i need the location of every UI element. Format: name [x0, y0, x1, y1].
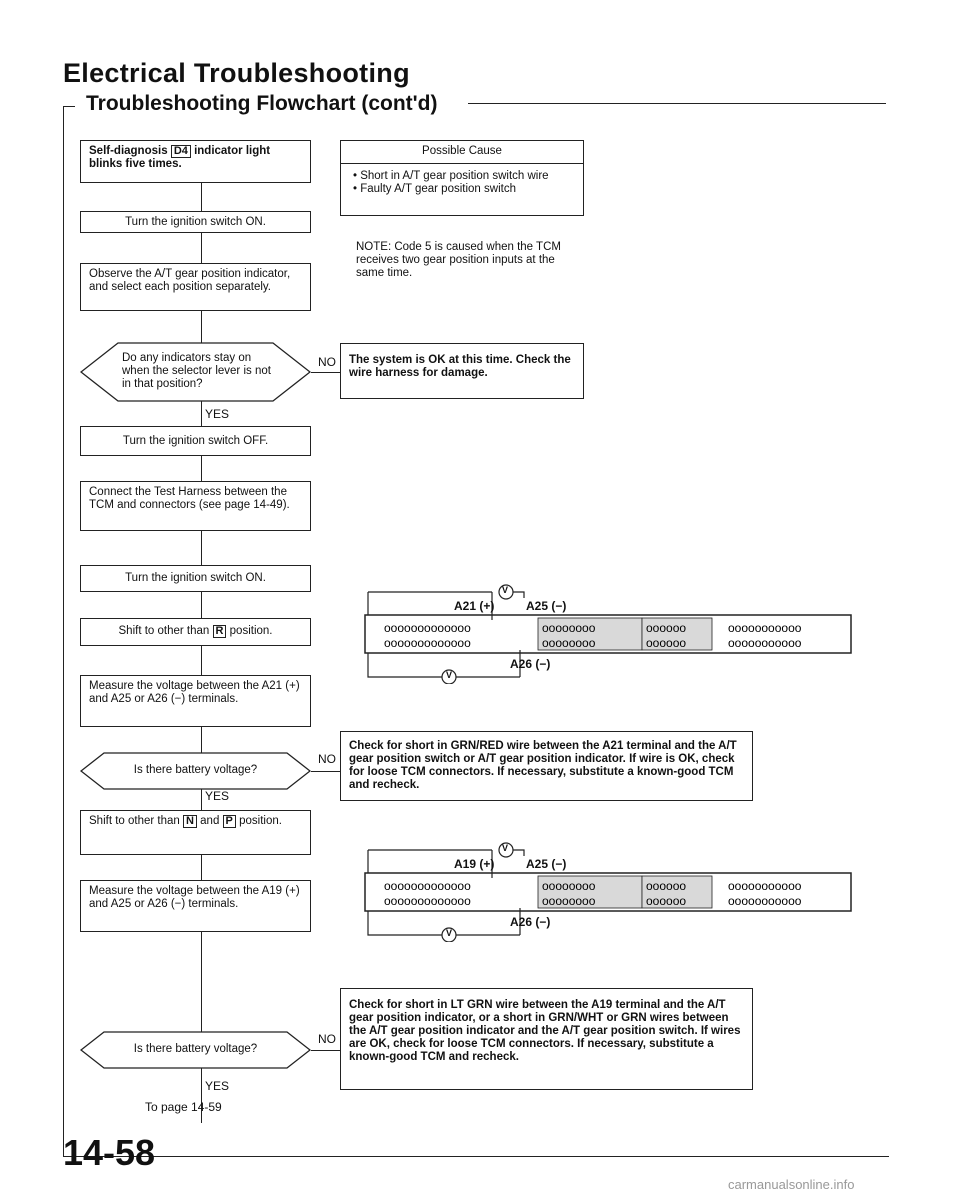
cause-item: • Short in A/T gear position switch wire [353, 170, 549, 182]
terminal-label-a26: A26 (−) [510, 657, 551, 671]
yes-label: YES [205, 1079, 230, 1093]
step-ignition-on-2: Turn the ignition switch ON. [80, 565, 311, 592]
decision-battery-voltage-1 [80, 752, 311, 790]
step-ignition-off: Turn the ignition switch OFF. [80, 426, 311, 456]
step-measure-a19: Measure the voltage between the A19 (+) and A25 or A26 (−) terminals. [80, 880, 311, 932]
subtitle-rule-right [468, 103, 886, 104]
svg-text:oooooooo: oooooooo [542, 636, 596, 650]
check-grn-red-box: Check for short in GRN/RED wire between the A21 terminal and the A/T gear position switch or A/T gear position indicator. If wire is OK, check for loose TCM connectors. If necessary, substitute a known-good TCM and recheck. [340, 731, 753, 801]
start-box [80, 140, 311, 183]
start-text: indicator light blinks five times. [89, 145, 271, 170]
svg-text:ooooooooooo: ooooooooooo [728, 636, 802, 650]
svg-text:ooooooooooo: ooooooooooo [728, 621, 802, 635]
svg-text:ooooooooooo: ooooooooooo [728, 894, 802, 908]
connector-diagram-a19 [356, 838, 852, 942]
voltmeter-symbol: V [502, 843, 509, 853]
page-left-rule [63, 106, 64, 1156]
decision-text: Is there battery voltage? [133, 1043, 258, 1055]
svg-text:ooooooooooooo: ooooooooooooo [384, 894, 471, 908]
terminal-label-a21: A21 (+) [454, 599, 495, 613]
step-ignition-on: Turn the ignition switch ON. [80, 211, 311, 233]
yes-label: YES [205, 789, 230, 803]
system-ok-box: The system is OK at this time. Check the wire harness for damage. [340, 343, 584, 399]
terminal-label-a25: A25 (−) [526, 857, 567, 871]
step-shift-other-than-r [80, 618, 311, 646]
decision-indicators-stay-on [80, 342, 311, 402]
connector-pins [384, 621, 802, 650]
no-connector [311, 372, 340, 373]
step-shift-other-than-n-p [80, 810, 311, 855]
terminal-label-a19: A19 (+) [454, 857, 495, 871]
step-measure-a21: Measure the voltage between the A21 (+) and A25 or A26 (−) terminals. [80, 675, 311, 727]
d4-indicator-icon: D4 [171, 145, 191, 158]
svg-text:oooooo: oooooo [646, 894, 687, 908]
svg-text:ooooooooooooo: ooooooooooooo [384, 879, 471, 893]
no-connector [311, 1050, 340, 1051]
svg-text:oooooooo: oooooooo [542, 894, 596, 908]
to-page-link: To page 14-59 [145, 1100, 222, 1114]
svg-text:oooooo: oooooo [646, 879, 687, 893]
decision-text: Do any indicators stay on when the selector lever is not in that position? [122, 352, 271, 390]
no-label: NO [318, 752, 336, 766]
step-observe-indicator: Observe the A/T gear position indicator, and select each position separately. [80, 263, 311, 311]
yes-label: YES [205, 407, 230, 421]
start-text: Self-diagnosis [89, 145, 168, 157]
r-position-icon: R [213, 625, 227, 638]
svg-text:oooooooo: oooooooo [542, 621, 596, 635]
decision-battery-voltage-2 [80, 1031, 311, 1069]
n-position-icon: N [183, 815, 197, 828]
step-text: Shift to other than [89, 815, 180, 827]
svg-text:ooooooooooooo: ooooooooooooo [384, 636, 471, 650]
connector-diagram-a21 [356, 580, 852, 684]
svg-text:oooooooo: oooooooo [542, 879, 596, 893]
step-text: position. [239, 815, 282, 827]
no-label: NO [318, 355, 336, 369]
check-lt-grn-box: Check for short in LT GRN wire between the A19 terminal and the A/T gear position indicator, or a short in GRN/WHT or GRN wires between the A/T gear position indicator and the A/T gear position switch. If wires are OK, check for loose TCM connectors. If necessary, substitute a known-good TCM and recheck. [340, 988, 753, 1090]
decision-text: Is there battery voltage? [133, 764, 258, 776]
terminal-label-a25: A25 (−) [526, 599, 567, 613]
voltmeter-symbol: V [446, 670, 453, 680]
step-text: position. [229, 625, 273, 637]
step-text: and [200, 815, 220, 827]
no-label: NO [318, 1032, 336, 1046]
p-position-icon: P [223, 815, 236, 828]
step-connect-harness: Connect the Test Harness between the TCM and connectors (see page 14-49). [80, 481, 311, 531]
cause-item: • Faulty A/T gear position switch [353, 183, 516, 195]
svg-text:ooooooooooo: ooooooooooo [728, 879, 802, 893]
svg-text:ooooooooooooo: ooooooooooooo [384, 621, 471, 635]
svg-text:oooooo: oooooo [646, 621, 687, 635]
note-text: NOTE: Code 5 is caused when the TCM receives two gear position inputs at the same time. [356, 241, 561, 279]
no-connector [311, 771, 340, 772]
possible-cause-box [340, 140, 584, 216]
voltmeter-symbol: V [446, 928, 453, 938]
page-subtitle: Troubleshooting Flowchart (cont'd) [86, 92, 438, 115]
page-title: Electrical Troubleshooting [63, 58, 410, 88]
connector-pins [384, 879, 802, 908]
step-text: Shift to other than [118, 625, 210, 637]
page-bottom-rule [63, 1156, 889, 1157]
terminal-label-a26: A26 (−) [510, 915, 551, 929]
voltmeter-symbol: V [502, 585, 509, 595]
watermark: carmanualsonline.info [728, 1177, 855, 1192]
page-number: 14-58 [63, 1132, 156, 1173]
svg-text:oooooo: oooooo [646, 636, 687, 650]
possible-cause-title: Possible Cause [341, 141, 583, 164]
subtitle-rule-left [63, 106, 75, 107]
